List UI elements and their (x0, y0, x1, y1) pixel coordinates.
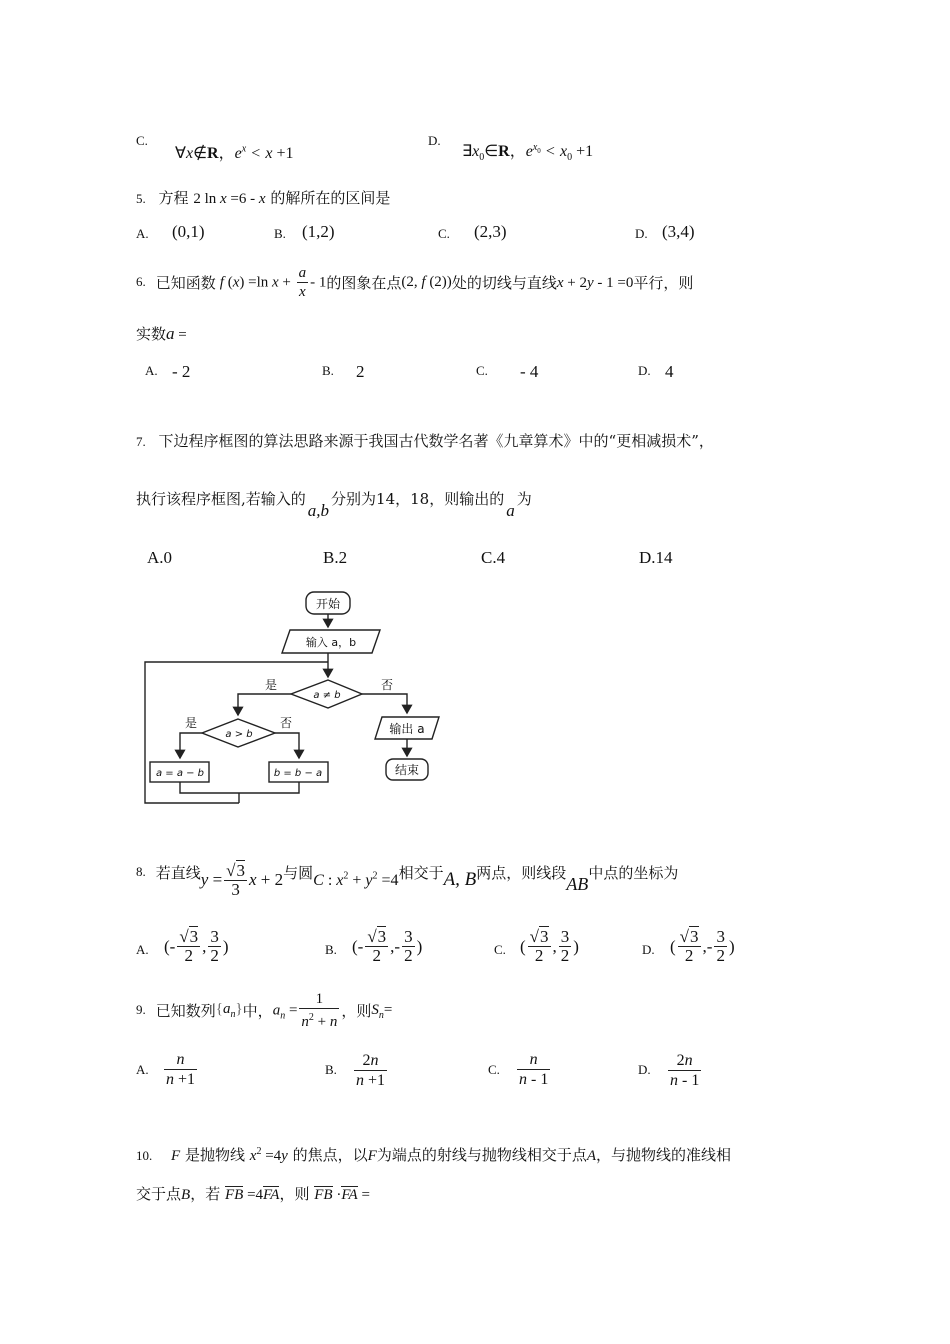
flow-output-text: 输出 a (389, 722, 425, 736)
q6-function: f (x) =ln x + $\frac{a}{x}$ - 1 (219, 264, 327, 300)
q9-option-c-value: $\frac{n}{n - 1}$ (519, 1051, 549, 1088)
q5-option-d-label: D. (635, 226, 648, 241)
q5-stem-post: 的解所在的区间是 (270, 189, 391, 207)
q10-line1-b: 的焦点，以 (292, 1146, 368, 1164)
q10-number: 10. (136, 1148, 153, 1163)
q5-stem-pre: 方程 (158, 189, 189, 207)
q5-option-a-label: A. (136, 226, 149, 241)
q10-dot-product: FB ·FA = (314, 1187, 370, 1203)
q8-points-ab: A, B (443, 869, 477, 890)
q7-line2-mid: 分别为14，18，则输出的 (331, 490, 505, 508)
q5-option-c-value: (2,3) (474, 222, 507, 241)
q8-option-c-label: C. (494, 942, 506, 957)
q10-parabola: $x^2 =4y$ (249, 1146, 288, 1164)
q8-option-b-value: (- $\frac{√3}{2}$ ,- $\frac{3}{2}$ ) (352, 927, 423, 965)
q6-point: (2, f (2)) (401, 273, 452, 290)
q5-stem (136, 187, 390, 208)
q8-option-a-value: (- $\frac{√3}{2}$ , $\frac{3}{2}$ ) (164, 927, 229, 965)
flow-start-text: 开始 (315, 597, 341, 611)
flow-cond1-text: a ≠ b (313, 690, 341, 701)
q10-vector-eq: FB =4FA (224, 1187, 280, 1203)
q6-option-b-value: 2 (356, 362, 365, 381)
flow-cond2-text: a > b (225, 729, 253, 740)
q9-stem-mid: 中， (242, 1001, 273, 1020)
q7-option-c: C.4 (481, 548, 506, 567)
q9-formula: $a_n$ = $\frac{1}{n^2 + n}$ (272, 990, 338, 1030)
q8-option-c-value: ( $\frac{√3}{2}$ , $\frac{3}{2}$ ) (520, 927, 579, 965)
q4-option-c-label: C. (136, 133, 148, 148)
q10-line1-a: 是抛物线 (184, 1146, 245, 1164)
q6-option-d-label: D. (638, 363, 651, 378)
q8-circle-eq: C : $x^2 + y^2 =4$ (313, 870, 399, 889)
q8-option-d-label: D. (642, 942, 655, 957)
q8-stem-post: 中点的坐标为 (588, 863, 679, 882)
q7-line2-post: 为 (516, 490, 532, 508)
q6-stem-pre: 已知函数 (155, 273, 216, 292)
q6-line: x + 2y - 1 =0 (556, 274, 634, 291)
q7-line2-pre: 执行该程序框图,若输入的 (136, 490, 306, 508)
q4-option-c-formula: ∀x∉R，$e^x < x +1$ (175, 143, 294, 162)
q8-line-eq: y = $\frac{√3}{3}$ x + 2 (200, 860, 284, 899)
q9-option-c-label: C. (488, 1062, 500, 1077)
q6-line2-text: 实数 (136, 325, 167, 343)
q10-line2-a: 交于点 (136, 1185, 182, 1203)
q8-segment-ab: AB (566, 873, 589, 894)
q9-option-b-value: $\frac{2n}{n +1}$ (356, 1052, 386, 1089)
q10-line2-c: ，则 (279, 1185, 310, 1203)
q9-number: 9. (136, 1002, 146, 1017)
q4-option-d-label: D. (428, 133, 441, 148)
q6-option-b-label: B. (322, 363, 334, 378)
q6-stem (136, 260, 693, 304)
flow-end-text: 结束 (394, 763, 420, 777)
q6-stem-mid2: 处的切线与直线 (451, 273, 557, 292)
q8-option-a-label: A. (136, 942, 149, 957)
q6-option-d-value: 4 (665, 362, 674, 381)
q6-stem-post: 平行，则 (633, 273, 694, 292)
flow-cond2-yes: 是 (185, 716, 198, 730)
q9-stem (136, 988, 392, 1032)
q8-option-d-value: ( $\frac{√3}{2}$ ,- $\frac{3}{2}$ ) (670, 927, 735, 965)
q7-number: 7. (136, 434, 146, 449)
flow-assign-a-text: a = a − b (155, 768, 205, 779)
flow-input-text: 输入 a，b (305, 636, 357, 649)
q8-stem-mid: 与圆 (283, 863, 314, 882)
q5-option-d-value: (3,4) (662, 222, 695, 241)
q6-option-a-label: A. (145, 363, 158, 378)
q5-option-c-label: C. (438, 226, 450, 241)
q5-equation: 2 ln x =6 - x (193, 191, 266, 207)
q9-option-d-label: D. (638, 1062, 651, 1077)
q6-option-a-value: - 2 (172, 362, 191, 381)
q7-option-d: D.14 (639, 548, 673, 567)
q8-stem-mid3: 两点，则线段 (476, 863, 567, 882)
q10-line2: 交于点B，若 FB =4FA，则 FB ·FA = (136, 1185, 370, 1203)
q7-option-a: A.0 (147, 548, 173, 567)
q6-number: 6. (136, 274, 146, 289)
q10-line2-b: ，若 (190, 1185, 221, 1203)
q6-line2: 实数a = (136, 324, 187, 343)
q6-option-c-label: C. (476, 363, 488, 378)
q7-flowchart (140, 585, 450, 810)
q4-option-d-formula: $\exists x_0\in R$，$e^{x_0} < x_0 +1$ (462, 141, 594, 164)
q8-number: 8. (136, 864, 146, 879)
q9-option-a-label: A. (136, 1062, 149, 1077)
q10-line1-c: 为端点的射线与抛物线相交于点 (376, 1146, 587, 1164)
q6-stem-mid: 的图象在点 (326, 273, 402, 292)
flow-assign-b-text: b = b − a (273, 768, 323, 779)
q5-number: 5. (136, 191, 146, 206)
q10-line1: 10. F 是抛物线 $x^2 =4y$ 的焦点，以F为端点的射线与抛物线相交于点A，与抛物线的准线相 (136, 1146, 732, 1164)
q9-option-b-label: B. (325, 1062, 337, 1077)
flow-cond2-no: 否 (280, 716, 293, 730)
q7-line2: 执行该程序框图,若输入的a,b分别为14，18，则输出的a为 (136, 490, 532, 520)
q7-option-b: B.2 (323, 548, 348, 567)
q8-stem (136, 852, 678, 908)
q7-line1 (136, 430, 714, 451)
q10-line1-d: ，与抛物线的准线相 (596, 1146, 732, 1164)
q7-line1-text: 下边程序框图的算法思路来源于我国古代数学名著《九章算术》中的“更相减损术”， (158, 432, 714, 450)
q9-seq: $\{a_n\}$ (215, 1000, 243, 1020)
flow-cond1-yes: 是 (265, 678, 278, 692)
q8-stem-pre: 若直线 (155, 863, 201, 882)
q5-option-b-value: (1,2) (302, 222, 335, 241)
q9-sn: $S_n=$ (371, 1001, 393, 1021)
q6-option-c-value: - 4 (520, 362, 539, 381)
q9-option-d-value: $\frac{2n}{n - 1}$ (670, 1052, 700, 1089)
flow-cond1-no: 否 (381, 678, 394, 692)
q9-stem-post: ，则 (341, 1001, 372, 1020)
q5-option-a-value: (0,1) (172, 222, 205, 241)
q8-option-b-label: B. (325, 942, 337, 957)
q9-option-a-value: $\frac{n}{n +1}$ (166, 1051, 196, 1088)
q8-stem-mid2: 相交于 (398, 863, 444, 882)
q9-stem-pre: 已知数列 (155, 1001, 216, 1020)
q5-option-b-label: B. (274, 226, 286, 241)
